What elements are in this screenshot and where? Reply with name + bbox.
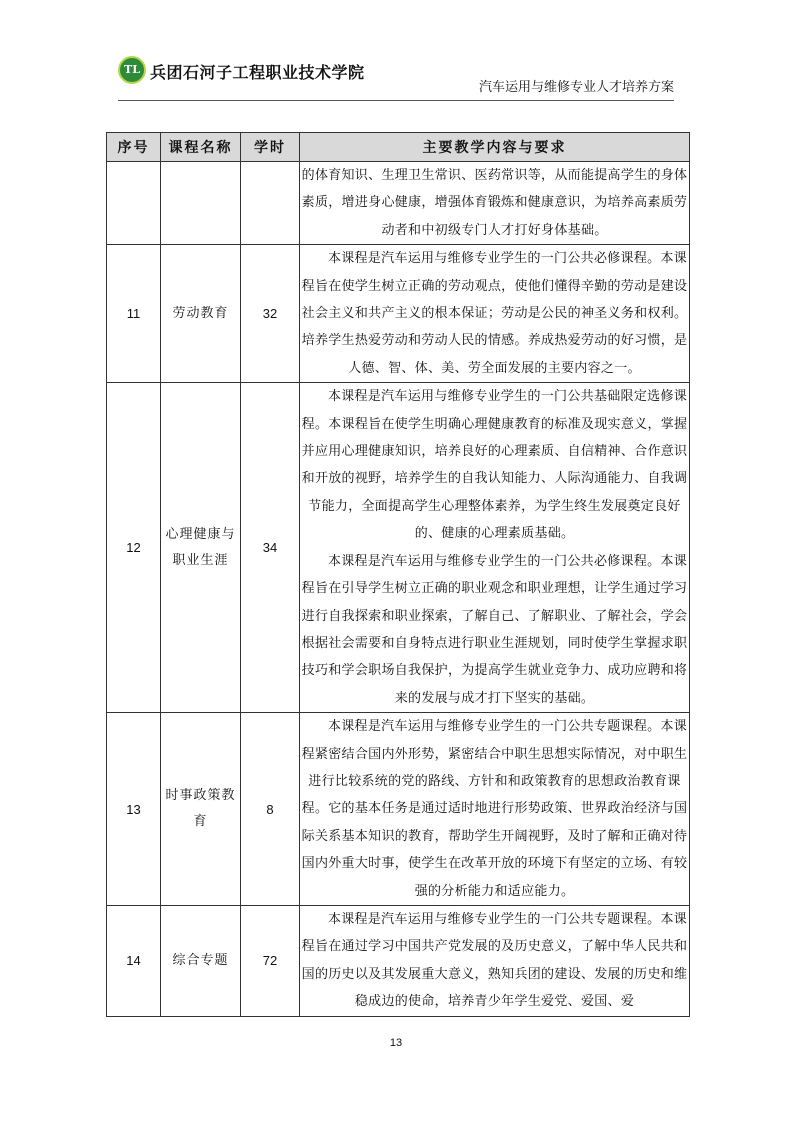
cell-course-name: 时事政策教育 <box>161 713 241 906</box>
header-course-name: 课程名称 <box>161 133 241 162</box>
cell-hours: 34 <box>241 383 300 713</box>
cell-index: 14 <box>107 905 161 1016</box>
cell-course-name <box>161 162 241 245</box>
cell-index: 12 <box>107 383 161 713</box>
course-table <box>106 132 690 1017</box>
table-row-continued <box>107 162 690 245</box>
cell-hours: 32 <box>241 245 300 383</box>
content-paragraph: 本课程是汽车运用与维修专业学生的一门公共必修课程。本课程旨在引导学生树立正确的职业观念和职业理想，让学生通过学习进行自我探索和职业探索，了解自己、了解职业、了解社会，学会根据社会需要和自身特点进行职业生涯规划，同时使学生掌握求职技巧和学会职场自我保护，为提高学生就业竞争力、成功应聘和将来的发展与成才打下坚实的基础。 <box>301 553 688 706</box>
document-title: 汽车运用与维修专业人才培养方案 <box>478 80 674 95</box>
cell-hours <box>241 162 300 245</box>
cell-index <box>107 162 161 245</box>
cell-content <box>300 905 690 1016</box>
content-paragraph: 本课程是汽车运用与维修专业学生的一门公共专题课程。本课程旨在通过学习中国共产党发展的及历史意义，了解中华人民共和国的历史以及其发展重大意义，熟知兵团的建设、发展的历史和维稳成边的使命，培养青少年学生爱党、爱国、爱 <box>301 911 688 1010</box>
content-paragraph: 的体育知识、生理卫生常识、医药常识等，从而能提高学生的身体素质，增进身心健康，增强体育锻炼和健康意识，为培养高素质劳动者和中初级专门人才打好身体基础。 <box>301 168 688 238</box>
cell-course-name: 劳动教育 <box>161 245 241 383</box>
cell-index: 11 <box>107 245 161 383</box>
content-paragraph: 本课程是汽车运用与维修专业学生的一门公共必修课程。本课程旨在使学生树立正确的劳动观点，使他们懂得辛勤的劳动是建设社会主义和共产主义的根本保证；劳动是公民的神圣义务和权利。培养学生热爱劳动和劳动人民的情感。养成热爱劳动的好习惯，是人德、智、体、美、劳全面发展的主要内容之一。 <box>301 251 688 376</box>
header-hours: 学时 <box>241 133 300 162</box>
cell-hours: 8 <box>241 713 300 906</box>
content-paragraph: 本课程是汽车运用与维修专业学生的一门公共专题课程。本课程紧密结合国内外形势，紧密结合中职生思想实际情况，对中职生进行比较系统的党的路线、方针和和政策教育的思想政治教育课程。它的基本任务是通过适时地进行形势政策、世界政治经济与国际关系基本知识的教育，帮助学生开阔视野，及时了解和正确对待国内外重大时事，使学生在改革开放的环境下有坚定的立场、有较强的分析能力和适应能力。 <box>301 719 688 899</box>
cell-course-name: 综合专题 <box>161 905 241 1016</box>
table-row <box>107 245 690 383</box>
logo-text: TL <box>124 63 140 76</box>
school-name: 兵团石河子工程职业技术学院 <box>150 63 365 82</box>
school-logo <box>118 56 146 84</box>
page-number: 13 <box>389 1037 403 1049</box>
table-header-row <box>107 133 690 162</box>
cell-content <box>300 162 690 245</box>
table-row <box>107 383 690 713</box>
cell-content <box>300 383 690 713</box>
header-content: 主要教学内容与要求 <box>300 133 690 162</box>
cell-course-name: 心理健康与职业生涯 <box>161 383 241 713</box>
cell-content <box>300 245 690 383</box>
content-paragraph: 本课程是汽车运用与维修专业学生的一门公共基础限定选修课程。本课程旨在使学生明确心理健康教育的标准及现实意义，掌握并应用心理健康知识，培养良好的心理素质、自信精神、合作意识和开放的视野，培养学生的自我认知能力、人际沟通能力、自我调节能力，全面提高学生心理整体素养，为学生终生发展奠定良好的、健康的心理素质基础。 <box>301 389 688 542</box>
cell-index: 13 <box>107 713 161 906</box>
cell-content <box>300 713 690 906</box>
table-row <box>107 905 690 1016</box>
header-index: 序号 <box>107 133 161 162</box>
page-header <box>118 52 674 101</box>
cell-hours: 72 <box>241 905 300 1016</box>
table-row <box>107 713 690 906</box>
